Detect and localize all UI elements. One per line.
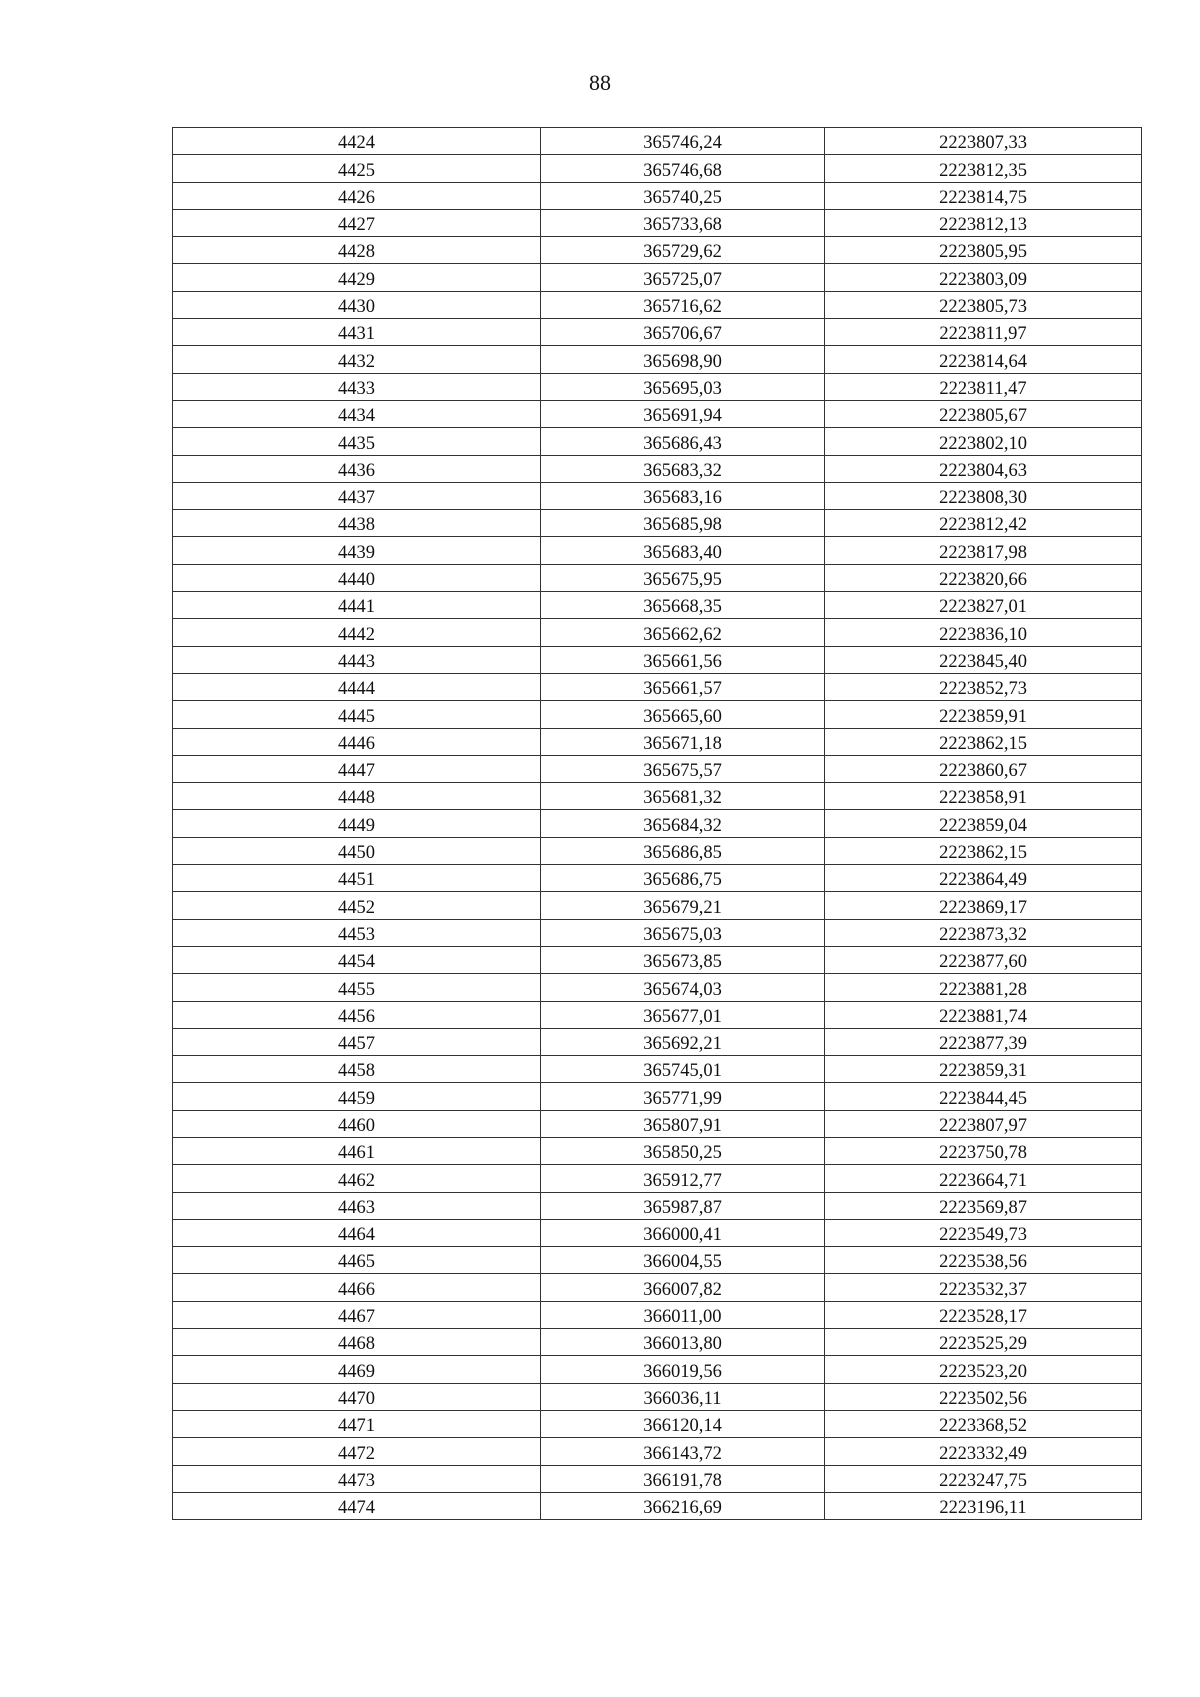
- x-coordinate-cell: 365729,62: [541, 237, 825, 264]
- x-coordinate-cell: 365807,91: [541, 1110, 825, 1137]
- table-row: [173, 946, 1142, 973]
- point-number-cell: 4429: [173, 264, 541, 291]
- table-row: [173, 128, 1142, 155]
- point-number-cell: 4472: [173, 1438, 541, 1465]
- y-coordinate-cell: 2223864,49: [825, 865, 1142, 892]
- y-coordinate-cell: 2223750,78: [825, 1137, 1142, 1164]
- x-coordinate-cell: 366216,69: [541, 1492, 825, 1519]
- y-coordinate-cell: 2223523,20: [825, 1356, 1142, 1383]
- y-coordinate-cell: 2223869,17: [825, 892, 1142, 919]
- point-number-cell: 4448: [173, 783, 541, 810]
- point-number-cell: 4440: [173, 564, 541, 591]
- x-coordinate-cell: 365771,99: [541, 1083, 825, 1110]
- x-coordinate-cell: 365850,25: [541, 1137, 825, 1164]
- y-coordinate-cell: 2223196,11: [825, 1492, 1142, 1519]
- point-number-cell: 4451: [173, 865, 541, 892]
- x-coordinate-cell: 365716,62: [541, 291, 825, 318]
- x-coordinate-cell: 365691,94: [541, 400, 825, 427]
- point-number-cell: 4443: [173, 646, 541, 673]
- table-row: [173, 1247, 1142, 1274]
- table-row: [173, 865, 1142, 892]
- x-coordinate-cell: 365683,40: [541, 537, 825, 564]
- coordinates-table-body: [173, 128, 1142, 1520]
- x-coordinate-cell: 366004,55: [541, 1247, 825, 1274]
- y-coordinate-cell: 2223802,10: [825, 428, 1142, 455]
- x-coordinate-cell: 365677,01: [541, 1001, 825, 1028]
- point-number-cell: 4473: [173, 1465, 541, 1492]
- y-coordinate-cell: 2223664,71: [825, 1165, 1142, 1192]
- point-number-cell: 4462: [173, 1165, 541, 1192]
- x-coordinate-cell: 366000,41: [541, 1219, 825, 1246]
- x-coordinate-cell: 365740,25: [541, 182, 825, 209]
- point-number-cell: 4456: [173, 1001, 541, 1028]
- x-coordinate-cell: 365675,95: [541, 564, 825, 591]
- table-row: [173, 1329, 1142, 1356]
- y-coordinate-cell: 2223845,40: [825, 646, 1142, 673]
- y-coordinate-cell: 2223528,17: [825, 1301, 1142, 1328]
- table-row: [173, 1465, 1142, 1492]
- x-coordinate-cell: 365695,03: [541, 373, 825, 400]
- y-coordinate-cell: 2223804,63: [825, 455, 1142, 482]
- table-row: [173, 291, 1142, 318]
- y-coordinate-cell: 2223549,73: [825, 1219, 1142, 1246]
- table-row: [173, 1083, 1142, 1110]
- table-row: [173, 1165, 1142, 1192]
- x-coordinate-cell: 365671,18: [541, 728, 825, 755]
- y-coordinate-cell: 2223368,52: [825, 1410, 1142, 1437]
- point-number-cell: 4455: [173, 974, 541, 1001]
- point-number-cell: 4438: [173, 510, 541, 537]
- y-coordinate-cell: 2223859,04: [825, 810, 1142, 837]
- table-row: [173, 701, 1142, 728]
- point-number-cell: 4444: [173, 673, 541, 700]
- point-number-cell: 4431: [173, 319, 541, 346]
- y-coordinate-cell: 2223805,73: [825, 291, 1142, 318]
- table-row: [173, 810, 1142, 837]
- point-number-cell: 4450: [173, 837, 541, 864]
- y-coordinate-cell: 2223807,33: [825, 128, 1142, 155]
- point-number-cell: 4427: [173, 209, 541, 236]
- y-coordinate-cell: 2223873,32: [825, 919, 1142, 946]
- point-number-cell: 4447: [173, 755, 541, 782]
- table-row: [173, 673, 1142, 700]
- point-number-cell: 4439: [173, 537, 541, 564]
- x-coordinate-cell: 365912,77: [541, 1165, 825, 1192]
- x-coordinate-cell: 365733,68: [541, 209, 825, 236]
- table-row: [173, 1274, 1142, 1301]
- y-coordinate-cell: 2223532,37: [825, 1274, 1142, 1301]
- table-row: [173, 400, 1142, 427]
- table-row: [173, 373, 1142, 400]
- point-number-cell: 4458: [173, 1056, 541, 1083]
- table-row: [173, 182, 1142, 209]
- point-number-cell: 4452: [173, 892, 541, 919]
- y-coordinate-cell: 2223862,15: [825, 837, 1142, 864]
- table-row: [173, 1356, 1142, 1383]
- table-row: [173, 1028, 1142, 1055]
- y-coordinate-cell: 2223814,64: [825, 346, 1142, 373]
- point-number-cell: 4436: [173, 455, 541, 482]
- table-row: [173, 209, 1142, 236]
- table-row: [173, 837, 1142, 864]
- point-number-cell: 4470: [173, 1383, 541, 1410]
- y-coordinate-cell: 2223332,49: [825, 1438, 1142, 1465]
- point-number-cell: 4433: [173, 373, 541, 400]
- table-row: [173, 1110, 1142, 1137]
- point-number-cell: 4430: [173, 291, 541, 318]
- x-coordinate-cell: 366007,82: [541, 1274, 825, 1301]
- x-coordinate-cell: 366191,78: [541, 1465, 825, 1492]
- table-row: [173, 1492, 1142, 1519]
- y-coordinate-cell: 2223859,31: [825, 1056, 1142, 1083]
- x-coordinate-cell: 365661,56: [541, 646, 825, 673]
- x-coordinate-cell: 366013,80: [541, 1329, 825, 1356]
- point-number-cell: 4442: [173, 619, 541, 646]
- point-number-cell: 4463: [173, 1192, 541, 1219]
- x-coordinate-cell: 365745,01: [541, 1056, 825, 1083]
- table-row: [173, 974, 1142, 1001]
- coordinates-table: [172, 127, 1142, 1520]
- table-row: [173, 728, 1142, 755]
- x-coordinate-cell: 365683,32: [541, 455, 825, 482]
- x-coordinate-cell: 365661,57: [541, 673, 825, 700]
- point-number-cell: 4464: [173, 1219, 541, 1246]
- x-coordinate-cell: 365675,03: [541, 919, 825, 946]
- y-coordinate-cell: 2223817,98: [825, 537, 1142, 564]
- x-coordinate-cell: 365987,87: [541, 1192, 825, 1219]
- point-number-cell: 4465: [173, 1247, 541, 1274]
- table-row: [173, 1383, 1142, 1410]
- page-number: 88: [589, 70, 611, 95]
- table-row: [173, 428, 1142, 455]
- point-number-cell: 4467: [173, 1301, 541, 1328]
- y-coordinate-cell: 2223812,13: [825, 209, 1142, 236]
- x-coordinate-cell: 365686,75: [541, 865, 825, 892]
- y-coordinate-cell: 2223247,75: [825, 1465, 1142, 1492]
- x-coordinate-cell: 366143,72: [541, 1438, 825, 1465]
- table-row: [173, 892, 1142, 919]
- point-number-cell: 4426: [173, 182, 541, 209]
- x-coordinate-cell: 365679,21: [541, 892, 825, 919]
- table-row: [173, 155, 1142, 182]
- point-number-cell: 4425: [173, 155, 541, 182]
- y-coordinate-cell: 2223844,45: [825, 1083, 1142, 1110]
- table-row: [173, 1001, 1142, 1028]
- y-coordinate-cell: 2223805,67: [825, 400, 1142, 427]
- table-row: [173, 319, 1142, 346]
- table-row: [173, 564, 1142, 591]
- y-coordinate-cell: 2223808,30: [825, 482, 1142, 509]
- y-coordinate-cell: 2223862,15: [825, 728, 1142, 755]
- table-row: [173, 482, 1142, 509]
- y-coordinate-cell: 2223881,28: [825, 974, 1142, 1001]
- point-number-cell: 4460: [173, 1110, 541, 1137]
- x-coordinate-cell: 366036,11: [541, 1383, 825, 1410]
- table-row: [173, 1301, 1142, 1328]
- x-coordinate-cell: 365686,85: [541, 837, 825, 864]
- x-coordinate-cell: 365692,21: [541, 1028, 825, 1055]
- table-row: [173, 537, 1142, 564]
- x-coordinate-cell: 366019,56: [541, 1356, 825, 1383]
- y-coordinate-cell: 2223812,42: [825, 510, 1142, 537]
- point-number-cell: 4424: [173, 128, 541, 155]
- table-row: [173, 455, 1142, 482]
- point-number-cell: 4428: [173, 237, 541, 264]
- point-number-cell: 4441: [173, 592, 541, 619]
- y-coordinate-cell: 2223860,67: [825, 755, 1142, 782]
- y-coordinate-cell: 2223820,66: [825, 564, 1142, 591]
- y-coordinate-cell: 2223814,75: [825, 182, 1142, 209]
- y-coordinate-cell: 2223502,56: [825, 1383, 1142, 1410]
- table-row: [173, 1410, 1142, 1437]
- table-row: [173, 1219, 1142, 1246]
- point-number-cell: 4449: [173, 810, 541, 837]
- table-row: [173, 592, 1142, 619]
- y-coordinate-cell: 2223877,60: [825, 946, 1142, 973]
- y-coordinate-cell: 2223805,95: [825, 237, 1142, 264]
- y-coordinate-cell: 2223525,29: [825, 1329, 1142, 1356]
- table-row: [173, 1438, 1142, 1465]
- x-coordinate-cell: 365684,32: [541, 810, 825, 837]
- point-number-cell: 4459: [173, 1083, 541, 1110]
- x-coordinate-cell: 365665,60: [541, 701, 825, 728]
- y-coordinate-cell: 2223881,74: [825, 1001, 1142, 1028]
- x-coordinate-cell: 365706,67: [541, 319, 825, 346]
- x-coordinate-cell: 365746,68: [541, 155, 825, 182]
- x-coordinate-cell: 365685,98: [541, 510, 825, 537]
- table-row: [173, 919, 1142, 946]
- table-row: [173, 783, 1142, 810]
- y-coordinate-cell: 2223812,35: [825, 155, 1142, 182]
- point-number-cell: 4461: [173, 1137, 541, 1164]
- point-number-cell: 4454: [173, 946, 541, 973]
- y-coordinate-cell: 2223877,39: [825, 1028, 1142, 1055]
- table-row: [173, 1056, 1142, 1083]
- x-coordinate-cell: 365686,43: [541, 428, 825, 455]
- table-row: [173, 646, 1142, 673]
- x-coordinate-cell: 366120,14: [541, 1410, 825, 1437]
- table-row: [173, 346, 1142, 373]
- x-coordinate-cell: 365725,07: [541, 264, 825, 291]
- y-coordinate-cell: 2223858,91: [825, 783, 1142, 810]
- y-coordinate-cell: 2223811,97: [825, 319, 1142, 346]
- y-coordinate-cell: 2223538,56: [825, 1247, 1142, 1274]
- point-number-cell: 4457: [173, 1028, 541, 1055]
- table-row: [173, 264, 1142, 291]
- y-coordinate-cell: 2223811,47: [825, 373, 1142, 400]
- point-number-cell: 4445: [173, 701, 541, 728]
- x-coordinate-cell: 365746,24: [541, 128, 825, 155]
- x-coordinate-cell: 365675,57: [541, 755, 825, 782]
- point-number-cell: 4466: [173, 1274, 541, 1301]
- y-coordinate-cell: 2223803,09: [825, 264, 1142, 291]
- point-number-cell: 4434: [173, 400, 541, 427]
- table-row: [173, 619, 1142, 646]
- point-number-cell: 4471: [173, 1410, 541, 1437]
- x-coordinate-cell: 365668,35: [541, 592, 825, 619]
- table-row: [173, 510, 1142, 537]
- y-coordinate-cell: 2223807,97: [825, 1110, 1142, 1137]
- point-number-cell: 4446: [173, 728, 541, 755]
- point-number-cell: 4435: [173, 428, 541, 455]
- point-number-cell: 4469: [173, 1356, 541, 1383]
- y-coordinate-cell: 2223852,73: [825, 673, 1142, 700]
- x-coordinate-cell: 365674,03: [541, 974, 825, 1001]
- table-row: [173, 1192, 1142, 1219]
- y-coordinate-cell: 2223836,10: [825, 619, 1142, 646]
- point-number-cell: 4432: [173, 346, 541, 373]
- table-row: [173, 755, 1142, 782]
- y-coordinate-cell: 2223569,87: [825, 1192, 1142, 1219]
- point-number-cell: 4437: [173, 482, 541, 509]
- point-number-cell: 4468: [173, 1329, 541, 1356]
- x-coordinate-cell: 365662,62: [541, 619, 825, 646]
- x-coordinate-cell: 365681,32: [541, 783, 825, 810]
- x-coordinate-cell: 366011,00: [541, 1301, 825, 1328]
- point-number-cell: 4474: [173, 1492, 541, 1519]
- y-coordinate-cell: 2223827,01: [825, 592, 1142, 619]
- table-row: [173, 237, 1142, 264]
- point-number-cell: 4453: [173, 919, 541, 946]
- y-coordinate-cell: 2223859,91: [825, 701, 1142, 728]
- x-coordinate-cell: 365673,85: [541, 946, 825, 973]
- x-coordinate-cell: 365683,16: [541, 482, 825, 509]
- x-coordinate-cell: 365698,90: [541, 346, 825, 373]
- table-row: [173, 1137, 1142, 1164]
